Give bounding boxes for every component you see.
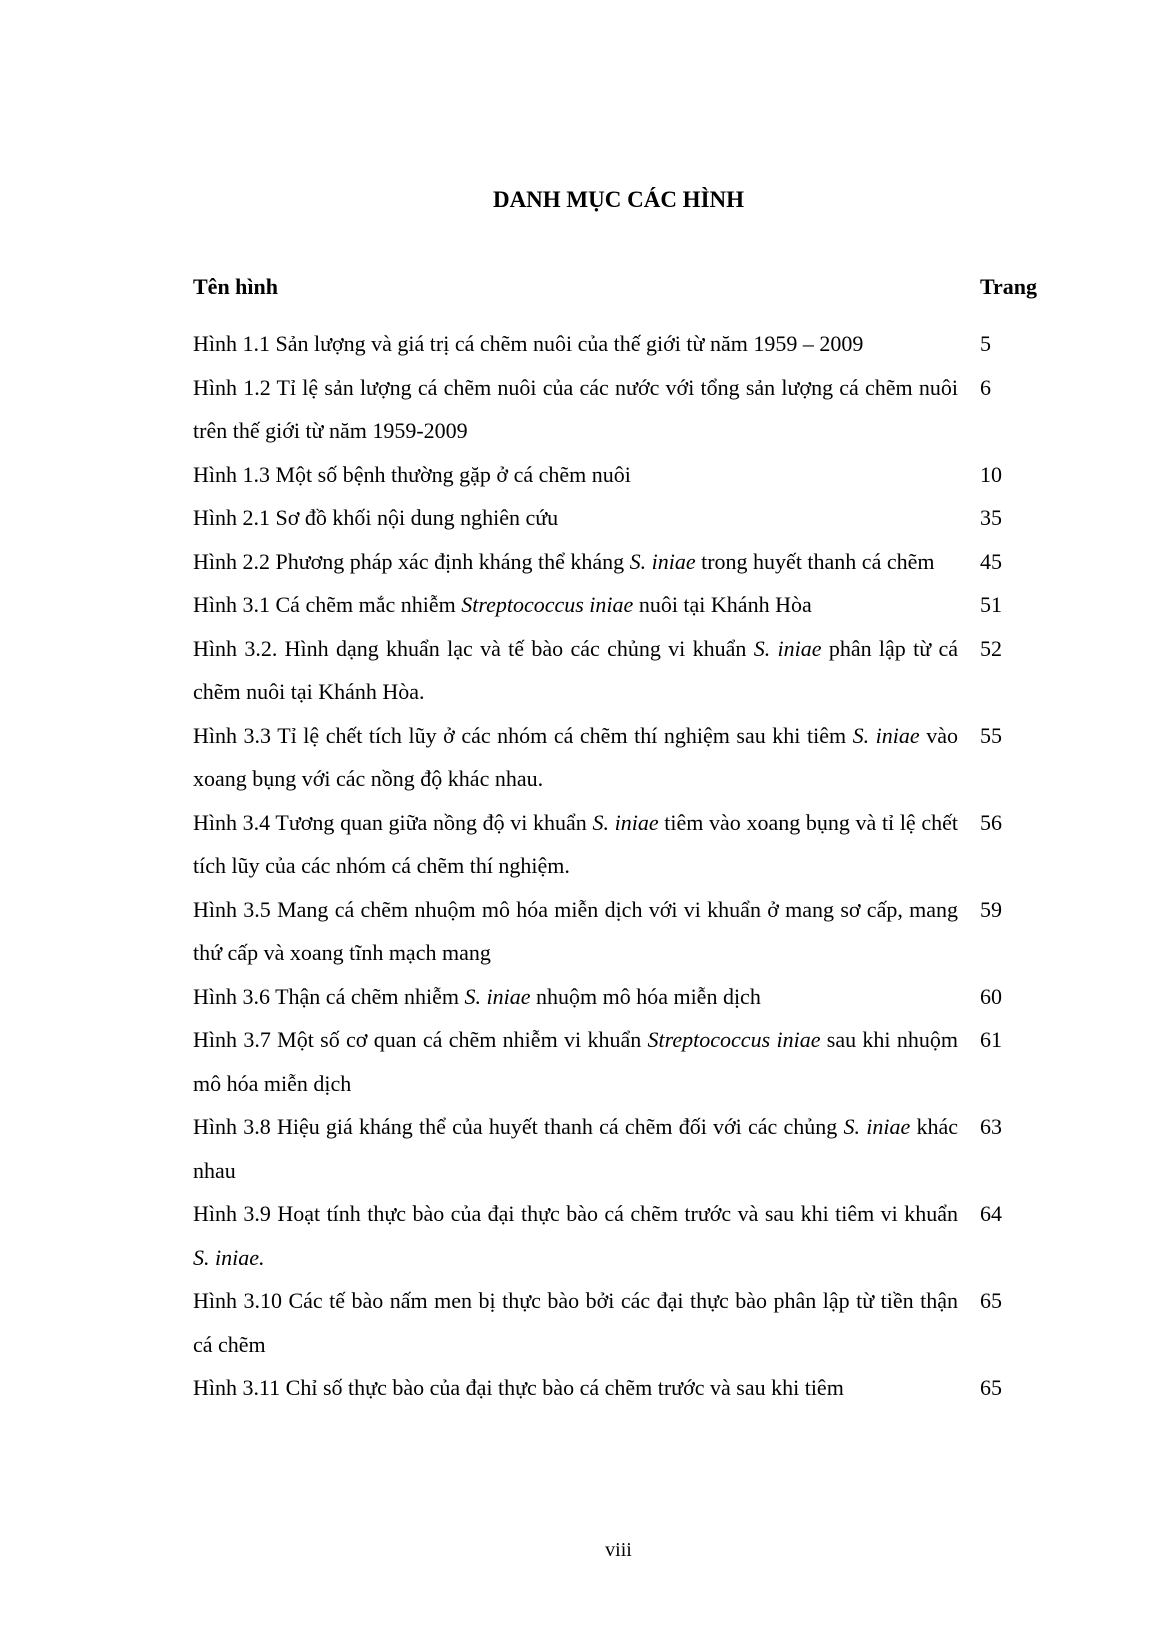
entry-page: 6 <box>980 374 991 400</box>
list-item <box>193 975 1043 1019</box>
list-item <box>193 627 1043 714</box>
entry-page: 52 <box>980 635 1002 661</box>
entry-text: Hình 3.8 Hiệu giá kháng thể của huyết thanh cá chẽm đối với các chủng S. iniae khác nhau <box>193 1114 959 1183</box>
entry-page: 65 <box>980 1288 1002 1313</box>
entry-text: Hình 3.6 Thận cá chẽm nhiễm S. iniae nhuộm mô hóa miễn dịch <box>193 983 761 1009</box>
species-name: Streptococcus iniae <box>647 1027 821 1052</box>
species-name: S. iniae <box>753 635 822 661</box>
list-item <box>193 540 1043 584</box>
entry-page: 60 <box>980 983 1002 1009</box>
header-figure-name: Tên hình <box>193 274 278 299</box>
list-item <box>193 1018 1043 1105</box>
species-name: S. iniae <box>592 809 659 835</box>
entry-page: 59 <box>980 896 1002 922</box>
list-item <box>193 1366 1043 1410</box>
entry-page: 55 <box>980 722 1002 748</box>
list-item <box>193 801 1043 888</box>
entry-text: Hình 1.2 Tỉ lệ sản lượng cá chẽm nuôi của các nước với tổng sản lượng cá chẽm nuôi trên thế giới từ năm 1959-2009 <box>193 374 958 443</box>
entry-text: Hình 3.5 Mang cá chẽm nhuộm mô hóa miễn dịch với vi khuẩn ở mang sơ cấp, mang thứ cấp và xoang tĩnh mạch mang <box>193 896 958 965</box>
species-name: S. iniae <box>464 983 531 1009</box>
entry-page: 51 <box>980 592 1002 617</box>
species-name: S. iniae <box>843 1114 911 1139</box>
entry-text: Hình 1.3 Một số bệnh thường gặp ở cá chẽm nuôi <box>193 461 631 487</box>
entry-page: 5 <box>980 331 991 356</box>
list-item <box>193 453 1043 497</box>
species-name: S. iniae <box>629 548 696 574</box>
list-item <box>193 322 1043 366</box>
entry-text: Hình 3.4 Tương quan giữa nồng độ vi khuẩn S. iniae tiêm vào xoang bụng và tỉ lệ chết tích lũy của các nhóm cá chẽm thí nghiệm. <box>193 809 958 878</box>
list-item <box>193 1279 1043 1366</box>
list-item <box>193 1105 1043 1192</box>
species-name: Streptococcus iniae <box>461 592 634 617</box>
list-item <box>193 583 1043 627</box>
list-item <box>193 714 1043 801</box>
figure-list <box>193 322 1043 1410</box>
page-title: DANH MỤC CÁC HÌNH <box>492 187 745 212</box>
entry-page: 10 <box>980 461 1002 487</box>
species-name: S. iniae. <box>193 1244 265 1270</box>
table-header <box>193 272 1043 302</box>
header-page: Trang <box>980 274 1038 299</box>
list-item <box>193 496 1043 540</box>
entry-page: 61 <box>980 1027 1002 1052</box>
species-name: S. iniae <box>852 722 920 748</box>
entry-text: Hình 3.7 Một số cơ quan cá chẽm nhiễm vi khuẩn Streptococcus iniae sau khi nhuộm mô hóa miễn dịch <box>193 1027 958 1096</box>
entry-page: 56 <box>980 809 1002 835</box>
entry-text: Hình 2.2 Phương pháp xác định kháng thể kháng S. iniae trong huyết thanh cá chẽm <box>193 548 935 574</box>
entry-text: Hình 3.10 Các tế bào nấm men bị thực bào bởi các đại thực bào phân lập từ tiền thận cá chẽm <box>193 1288 958 1357</box>
entry-text: Hình 3.2. Hình dạng khuẩn lạc và tế bào các chủng vi khuẩn S. iniae phân lập từ cá chẽm nuôi tại Khánh Hòa. <box>193 635 958 704</box>
list-item <box>193 888 1043 975</box>
entry-text: Hình 3.9 Hoạt tính thực bào của đại thực bào cá chẽm trước và sau khi tiêm vi khuẩn S. iniae. <box>193 1201 958 1270</box>
entry-page: 64 <box>980 1201 1002 1226</box>
entry-page: 45 <box>980 548 1002 574</box>
entry-text: Hình 3.3 Tỉ lệ chết tích lũy ở các nhóm cá chẽm thí nghiệm sau khi tiêm S. iniae vào xoang bụng với các nồng độ khác nhau. <box>193 722 958 791</box>
entry-page: 63 <box>980 1114 1002 1139</box>
entry-page: 65 <box>980 1375 1002 1400</box>
page-number: viii <box>605 1539 632 1561</box>
entry-text: Hình 3.11 Chỉ số thực bào của đại thực bào cá chẽm trước và sau khi tiêm <box>193 1375 844 1400</box>
entry-text: Hình 1.1 Sản lượng và giá trị cá chẽm nuôi của thế giới từ năm 1959 – 2009 <box>193 331 864 356</box>
entry-text: Hình 3.1 Cá chẽm mắc nhiễm Streptococcus iniae nuôi tại Khánh Hòa <box>193 592 812 617</box>
list-item <box>193 366 1043 453</box>
entry-page: 35 <box>980 505 1002 530</box>
list-item <box>193 1192 1043 1279</box>
entry-text: Hình 2.1 Sơ đồ khối nội dung nghiên cứu <box>193 505 559 530</box>
